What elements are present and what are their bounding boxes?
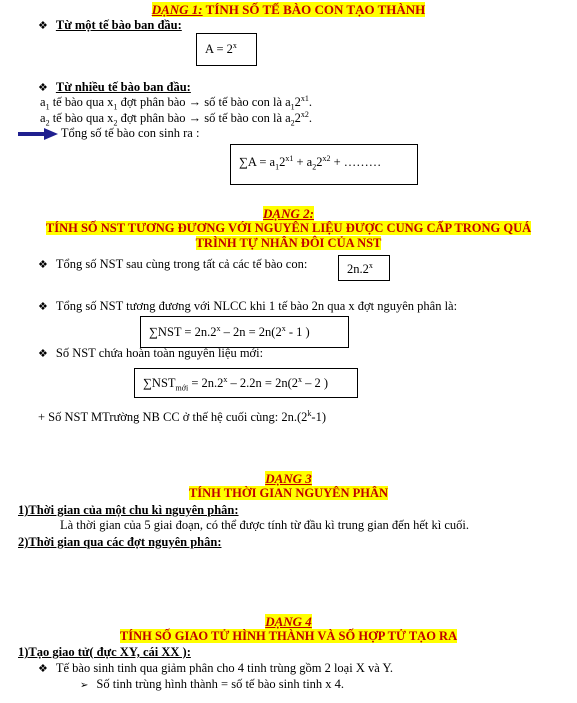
diamond-bullet-icon: ❖ (38, 82, 48, 94)
d2-title-line1: TÍNH SỐ NST TƯƠNG ĐƯƠNG VỚI NGUYÊN LIỆU ĐƯỢC CUNG CẤP TRONG QUÁ (45, 221, 532, 235)
d2-bullet1: ❖ Tổng số NST sau cùng trong tất cả các tế bào con: (38, 257, 308, 271)
d2-bullet4: + Số NST MTrường NB CC ở thế hệ cuối cùng: 2n.(2$^k$-1) (38, 408, 326, 424)
d3-section1: 1)Thời gian của một chu kì nguyên phân: (18, 503, 239, 517)
arrowhead-bullet-icon: ➢ (80, 680, 89, 691)
d2-formula2: $\sum NST = 2n.2^x - 2n = 2n(2^x - 1$ ) (149, 323, 310, 339)
d1-sub2 (38, 80, 191, 95)
d4-bullet2: ➢ Số tinh trùng hình thành = số tế bào sinh tinh x 4. (80, 677, 345, 691)
d4-bullet1: ❖ Tế bào sinh tinh qua giảm phân cho 4 tinh trùng gồm 2 loại X và Y. (38, 661, 393, 675)
d3-section1-text: Là thời gian của 5 giai đoạn, có thể được tính từ đầu kì trung gian đến hết kì cuối. (60, 518, 469, 532)
diamond-bullet-icon: ❖ (38, 348, 48, 360)
d2-bullet2: ❖ Tổng số NST tương đương với NLCC khi 1 tế bào 2n qua x đợt nguyên phân là: (38, 299, 458, 313)
d1-total-formula: $\sum A = a_12^{x1} + a_22^{x2}$ + ……… (239, 153, 382, 172)
d2-formula3: $\sum NST_{mới} = 2n.2^x - 2.2n = 2n(2^x - 2$ ) (143, 374, 329, 393)
d1-line2: $a_2$ tế bào qua $x_2$ đợt phân bào → số tế bào con là $a_22^{x2}$. (40, 109, 313, 128)
d2-formula2-box (140, 316, 349, 348)
d3-heading: DẠNG 3 (265, 471, 312, 486)
diamond-bullet-icon: ❖ (38, 663, 48, 675)
diamond-bullet-icon: ❖ (38, 259, 48, 271)
d1-total-box (230, 144, 418, 185)
d2-bullet3: ❖ Số NST chứa hoàn toàn nguyên liệu mới: (38, 346, 264, 360)
d1-title-prefix: DẠNG 1: (151, 2, 203, 17)
d1-sub2-label: Từ nhiều tế bào ban đầu: (55, 80, 191, 94)
diamond-bullet-icon: ❖ (38, 20, 48, 32)
d1-formula1-box (196, 33, 257, 66)
d1-formula1: $A = 2^x$ (205, 40, 237, 56)
d1-total-line (18, 126, 199, 141)
d4-section1: 1)Tạo giao tử( đực XY, cái XX ): (18, 645, 191, 659)
diamond-bullet-icon: ❖ (38, 301, 48, 313)
d3-title: TÍNH THỜI GIAN NGUYÊN PHÂN (188, 486, 389, 500)
d1-sub1 (38, 18, 182, 33)
d1-total-label: Tổng số tế bào con sinh ra : (60, 126, 200, 140)
d3-section2: 2)Thời gian qua các đợt nguyên phân: (18, 535, 222, 549)
d2-formula1-box (338, 255, 390, 281)
d4-heading: DẠNG 4 (265, 614, 312, 629)
d2-heading: DẠNG 2: (263, 206, 314, 221)
d4-title: TÍNH SỐ GIAO TỬ HÌNH THÀNH VÀ SỐ HỢP TỬ TẠO RA (119, 629, 458, 643)
d2-title-line2: TRÌNH TỰ NHÂN ĐÔI CỦA NST (195, 236, 382, 250)
d1-line1: $a_1$ tế bào qua $x_1$ đợt phân bào → số tế bào con là $a_12^{x1}$. (40, 93, 313, 112)
d2-formula1: 2n.2$^x$ (347, 260, 373, 276)
d1-sub1-label: Từ một tế bào ban đầu: (55, 18, 182, 32)
d2-formula3-box (134, 368, 358, 398)
d1-title-text: TÍNH SỐ TẾ BÀO CON TẠO THÀNH (202, 2, 426, 17)
arrow-right-icon (18, 128, 58, 140)
d1-title (0, 2, 577, 18)
